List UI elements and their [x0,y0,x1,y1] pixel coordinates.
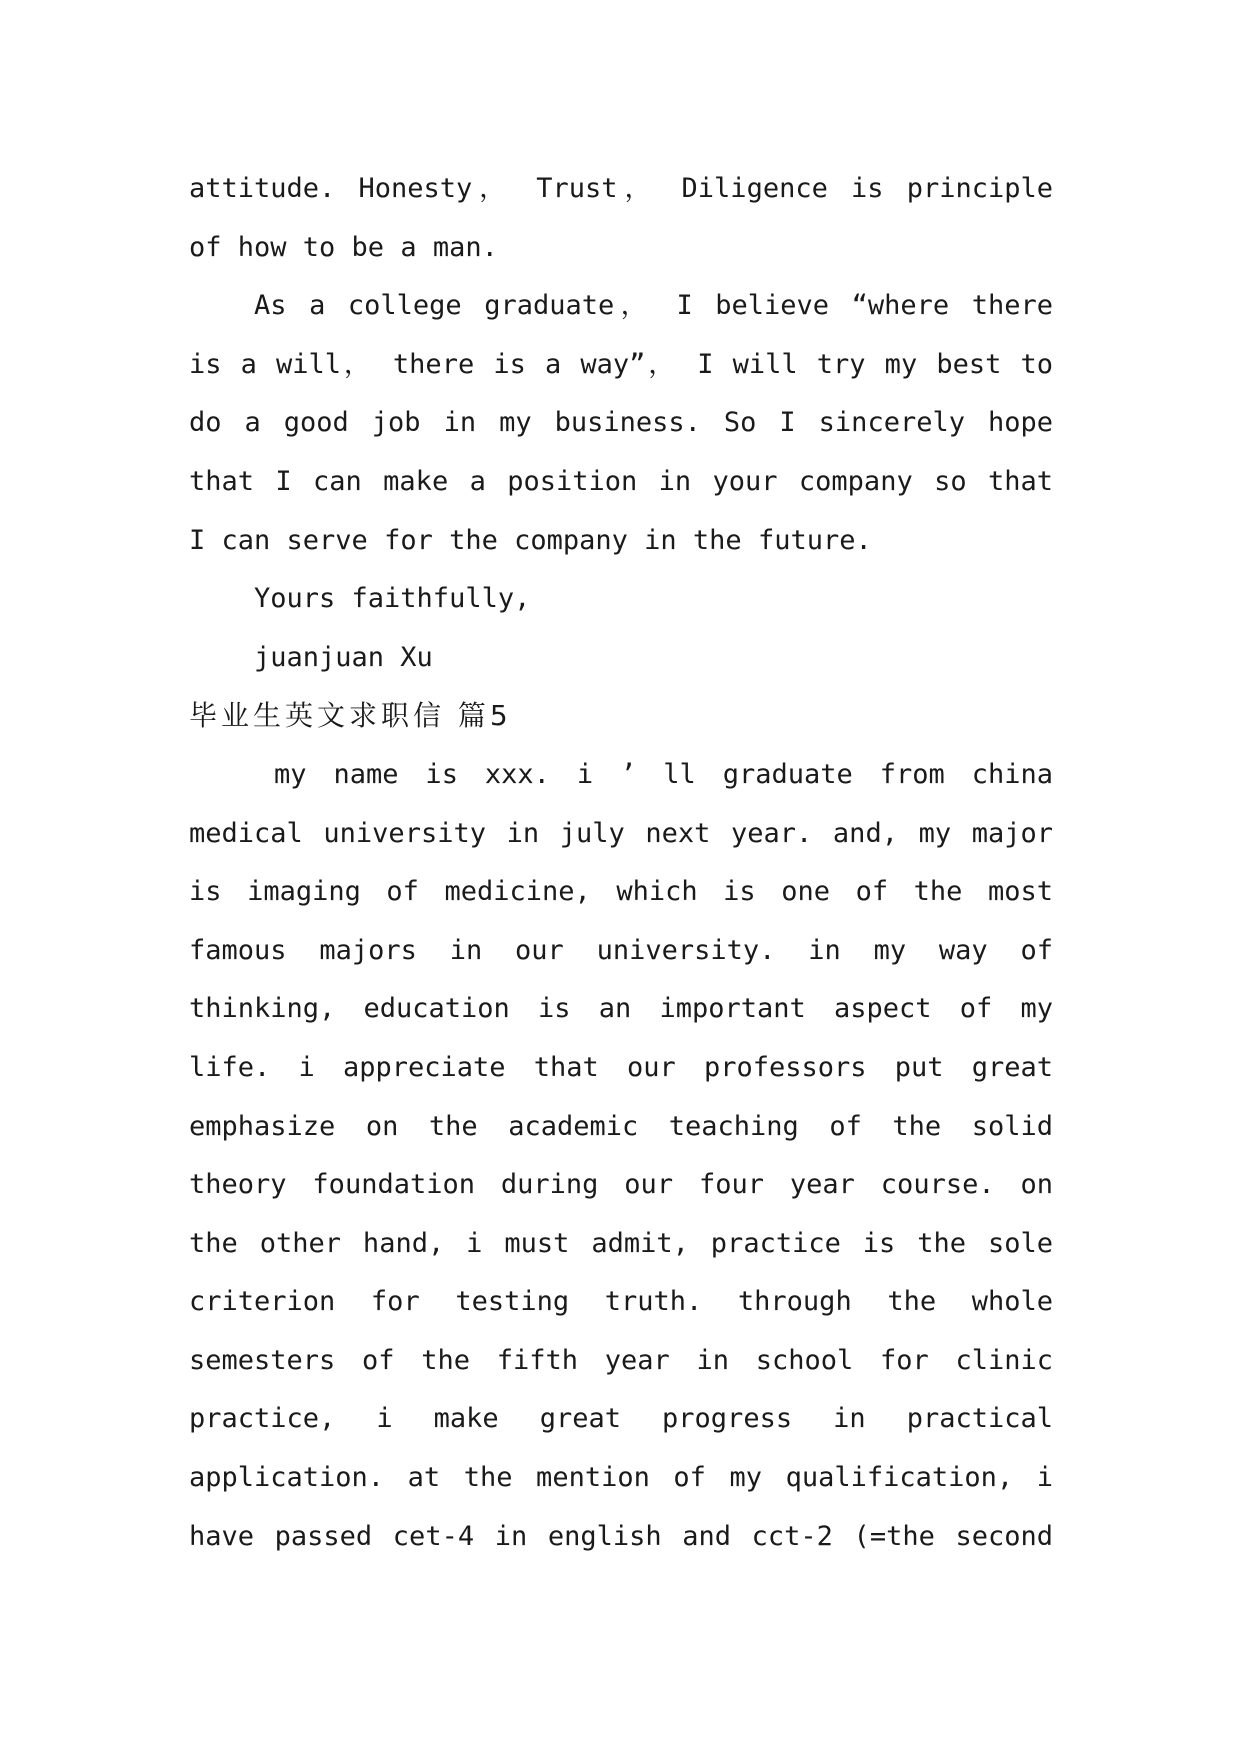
paragraph-line: semesters of the fifth year in school for clinic [189,1344,1053,1376]
paragraph-line: life. i appreciate that our professors put great [189,1051,1053,1083]
paragraph-line: thinking, education is an important aspect of my [189,993,1053,1025]
paragraph-line: practice, i make great progress in practical [189,1403,1053,1435]
paragraph-line: is a will， there is a way”， I will try my best to [189,348,1053,380]
paragraph-line: emphasize on the academic teaching of the solid [189,1110,1053,1142]
paragraph-line: theory foundation during our four year course. on [189,1169,1053,1201]
paragraph-line: the other hand, i must admit, practice is the sole [189,1227,1053,1259]
paragraph-line: medical university in july next year. and, my major [189,817,1053,849]
closing-line: Yours faithfully, [254,583,531,615]
paragraph-line: my name is xxx. i ’ ll graduate from china [274,758,1053,790]
signature-line: juanjuan Xu [254,641,433,673]
paragraph-line: that I can make a position in your company so that [189,465,1053,497]
paragraph-line: do a good job in my business. So I sincerely hope [189,407,1053,439]
paragraph-line: is imaging of medicine, which is one of the most [189,876,1053,908]
paragraph-line: famous majors in our university. in my way of [189,934,1053,966]
document-body [189,160,1053,1566]
paragraph-line: criterion for testing truth. through the whole [189,1286,1053,1318]
paragraph-line: have passed cet-4 in english and cct-2 (=the second [189,1520,1053,1552]
paragraph-line: of how to be a man. [189,231,498,263]
paragraph-line: I can serve for the company in the future. [189,524,872,556]
paragraph-line: application. at the mention of my qualification, i [189,1462,1053,1494]
section-heading: 毕业生英文求职信 篇5 [189,699,512,733]
paragraph-line: As a college graduate， I believe “where there [254,290,1053,322]
paragraph-line: attitude. Honesty， Trust， Diligence is principle [189,173,1053,204]
